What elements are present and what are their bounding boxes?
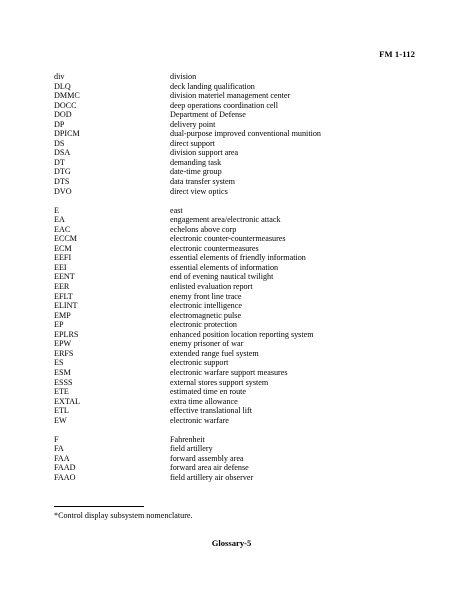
glossary-entry: [54, 244, 414, 254]
glossary-abbreviation: EAC: [54, 224, 71, 234]
glossary-abbreviation: ERFS: [54, 348, 74, 358]
glossary-abbreviation: DMMC: [54, 91, 80, 101]
glossary-definition: electronic protection: [170, 320, 237, 330]
glossary-definition: delivery point: [170, 119, 216, 129]
glossary-abbreviation: DSA: [54, 148, 71, 158]
glossary-definition: electromagnetic pulse: [170, 310, 242, 320]
glossary-definition: division support area: [170, 148, 239, 158]
glossary-entry: [54, 311, 414, 321]
glossary-entry: [54, 378, 414, 388]
glossary-definition: division: [170, 72, 197, 81]
glossary-abbreviation: EPW: [54, 339, 72, 349]
footnote-divider: [54, 506, 144, 507]
glossary-abbreviation: EENT: [54, 272, 75, 282]
glossary-definition: enlisted evaluation report: [170, 282, 253, 292]
glossary-entry: [54, 387, 414, 397]
glossary-entry: [54, 167, 414, 177]
glossary-entry: [54, 320, 414, 330]
glossary-abbreviation: div: [54, 72, 65, 81]
glossary-entry: [54, 101, 414, 111]
glossary-abbreviation: EXTAL: [54, 396, 80, 406]
glossary-definition: end of evening nautical twilight: [170, 272, 274, 282]
glossary-entry: [54, 187, 414, 197]
glossary-entry: [54, 473, 414, 483]
glossary-entry: [54, 225, 414, 235]
page-number: Glossary-5: [211, 538, 252, 548]
glossary-definition: field artillery: [170, 444, 213, 454]
glossary-definition: enhanced position location reporting system: [170, 329, 314, 339]
glossary-entry: [54, 416, 414, 426]
glossary-list: [54, 72, 414, 483]
glossary-abbreviation: FAAO: [54, 472, 76, 482]
glossary-entry: [54, 368, 414, 378]
glossary-definition: enemy prisoner of war: [170, 339, 244, 349]
glossary-definition: data transfer system: [170, 177, 235, 187]
glossary-definition: field artillery air observer: [170, 472, 254, 482]
glossary-definition: extended range fuel system: [170, 348, 259, 358]
glossary-definition: essential elements of friendly information: [170, 253, 306, 263]
glossary-definition: date-time group: [170, 167, 222, 177]
glossary-abbreviation: DOCC: [54, 100, 77, 110]
glossary-abbreviation: DVO: [54, 186, 72, 196]
glossary-entry: [54, 349, 414, 359]
glossary-abbreviation: EP: [54, 320, 64, 330]
glossary-abbreviation: DPICM: [54, 129, 80, 139]
glossary-definition: echelons above corp: [170, 224, 237, 234]
glossary-definition: electronic countermeasures: [170, 243, 259, 253]
glossary-entry: [54, 234, 414, 244]
glossary-entry: [54, 206, 414, 216]
glossary-definition: deck landing qualification: [170, 81, 255, 91]
glossary-entry: [54, 406, 414, 416]
glossary-definition: Fahrenheit: [170, 434, 205, 444]
glossary-abbreviation: EFLT: [54, 291, 73, 301]
glossary-entry: [54, 444, 414, 454]
glossary-definition: dual-purpose improved conventional munition: [170, 129, 321, 139]
glossary-abbreviation: EPLRS: [54, 329, 79, 339]
glossary-abbreviation: ECCM: [54, 234, 78, 244]
glossary-entry: [54, 110, 414, 120]
glossary-definition: electronic support: [170, 358, 229, 368]
glossary-abbreviation: ETL: [54, 406, 69, 416]
glossary-definition: essential elements of information: [170, 262, 279, 272]
glossary-entry: [54, 358, 414, 368]
glossary-abbreviation: FAA: [54, 453, 70, 463]
glossary-entry: [54, 272, 414, 282]
group-spacer: [54, 425, 414, 435]
document-id: FM 1-112: [379, 49, 415, 59]
glossary-definition: electronic counter-countermeasures: [170, 234, 286, 244]
glossary-entry: [54, 158, 414, 168]
glossary-definition: direct support: [170, 138, 215, 148]
glossary-entry: [54, 435, 414, 445]
glossary-definition: division materiel management center: [170, 91, 291, 101]
glossary-entry: [54, 177, 414, 187]
glossary-entry: [54, 292, 414, 302]
glossary-entry: [54, 454, 414, 464]
glossary-entry: [54, 330, 414, 340]
glossary-abbreviation: EW: [54, 415, 67, 425]
glossary-entry: [54, 215, 414, 225]
glossary-entry: [54, 282, 414, 292]
glossary-abbreviation: ELINT: [54, 301, 78, 311]
glossary-abbreviation: EMP: [54, 310, 71, 320]
glossary-abbreviation: DTS: [54, 177, 70, 187]
glossary-abbreviation: ECM: [54, 243, 72, 253]
glossary-abbreviation: ESM: [54, 367, 71, 377]
glossary-entry: [54, 397, 414, 407]
glossary-abbreviation: DP: [54, 119, 65, 129]
glossary-entry: [54, 148, 414, 158]
glossary-definition: estimated time en route: [170, 387, 247, 397]
glossary-abbreviation: F: [54, 434, 59, 444]
glossary-abbreviation: ETE: [54, 387, 69, 397]
glossary-definition: forward assembly area: [170, 453, 244, 463]
glossary-abbreviation: EER: [54, 282, 70, 292]
glossary-abbreviation: EEI: [54, 262, 67, 272]
glossary-definition: extra time allowance: [170, 396, 238, 406]
glossary-definition: electronic intelligence: [170, 301, 242, 311]
glossary-abbreviation: DOD: [54, 110, 72, 120]
glossary-abbreviation: FAAD: [54, 463, 76, 473]
glossary-definition: electronic warfare: [170, 415, 229, 425]
glossary-entry: [54, 72, 414, 82]
glossary-entry: [54, 263, 414, 273]
glossary-entry: [54, 339, 414, 349]
glossary-entry: [54, 301, 414, 311]
glossary-entry: [54, 129, 414, 139]
glossary-entry: [54, 120, 414, 130]
glossary-abbreviation: FA: [54, 444, 64, 454]
glossary-definition: forward area air defense: [170, 463, 249, 473]
glossary-entry: [54, 139, 414, 149]
glossary-abbreviation: E: [54, 205, 59, 215]
glossary-entry: [54, 253, 414, 263]
glossary-entry: [54, 82, 414, 92]
glossary-abbreviation: DS: [54, 138, 65, 148]
glossary-entry: [54, 463, 414, 473]
glossary-abbreviation: ES: [54, 358, 64, 368]
glossary-definition: electronic warfare support measures: [170, 367, 288, 377]
glossary-definition: direct view optics: [170, 186, 228, 196]
glossary-abbreviation: DTG: [54, 167, 71, 177]
glossary-definition: enemy front line trace: [170, 291, 242, 301]
glossary-definition: Department of Defense: [170, 110, 246, 120]
glossary-abbreviation: EEFI: [54, 253, 72, 263]
glossary-entry: [54, 91, 414, 101]
glossary-definition: east: [170, 205, 183, 215]
glossary-definition: engagement area/electronic attack: [170, 215, 281, 225]
glossary-definition: external stores support system: [170, 377, 269, 387]
glossary-abbreviation: DT: [54, 157, 65, 167]
glossary-definition: effective translational lift: [170, 406, 252, 416]
glossary-abbreviation: DLQ: [54, 81, 71, 91]
footnote: *Control display subsystem nomenclature.: [54, 511, 193, 520]
glossary-definition: deep operations coordination cell: [170, 100, 279, 110]
glossary-abbreviation: EA: [54, 215, 65, 225]
group-spacer: [54, 196, 414, 206]
glossary-definition: demanding task: [170, 157, 222, 167]
glossary-abbreviation: ESSS: [54, 377, 73, 387]
